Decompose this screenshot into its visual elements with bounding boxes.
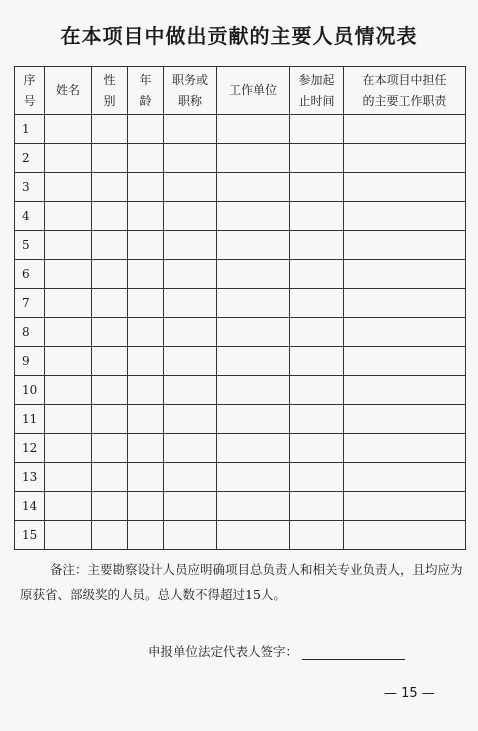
table-cell[interactable] [128,231,164,260]
row-number: 12 [15,434,45,463]
table-cell[interactable] [344,115,466,144]
table-cell[interactable] [128,376,164,405]
table-cell[interactable] [164,376,217,405]
table-cell[interactable] [290,376,344,405]
table-row [15,376,466,405]
table-cell[interactable] [217,521,290,550]
table-cell[interactable] [217,144,290,173]
column-header-line: 序 [23,72,36,87]
column-header [128,67,164,115]
row-number: 2 [15,144,45,173]
row-number: 5 [15,231,45,260]
table-cell[interactable] [344,434,466,463]
table-cell[interactable] [128,260,164,289]
table-cell[interactable] [217,376,290,405]
table-cell[interactable] [344,405,466,434]
row-number: 15 [15,521,45,550]
row-number: 3 [15,173,45,202]
table-cell[interactable] [92,521,128,550]
column-header [290,67,344,115]
table-row [15,318,466,347]
table-row [15,289,466,318]
column-header-line: 年 [139,72,152,87]
table-cell[interactable] [92,434,128,463]
column-header-line: 职称 [177,93,202,108]
row-number: 9 [15,347,45,376]
table-cell[interactable] [217,115,290,144]
table-cell[interactable] [128,144,164,173]
column-header-line: 工作单位 [228,83,277,97]
table-cell[interactable] [92,405,128,434]
table-cell[interactable] [344,318,466,347]
row-number: 4 [15,202,45,231]
table-cell[interactable] [344,144,466,173]
table-cell[interactable] [290,231,344,260]
table-row [15,405,466,434]
table-cell[interactable] [164,434,217,463]
column-header-line: 号 [23,93,36,108]
table-cell[interactable] [92,376,128,405]
table-cell[interactable] [92,115,128,144]
column-header [92,67,128,115]
table-cell[interactable] [45,260,92,289]
table-cell[interactable] [128,405,164,434]
table-cell[interactable] [344,231,466,260]
table-cell[interactable] [128,289,164,318]
row-number: 13 [15,463,45,492]
column-header-line: 职务或 [171,72,208,87]
table-row [15,463,466,492]
table-row [15,173,466,202]
column-header [45,67,92,115]
table-cell[interactable] [217,463,290,492]
table-cell[interactable] [344,376,466,405]
table-row [15,231,466,260]
table-body [15,115,466,550]
table-cell[interactable] [164,463,217,492]
table-cell[interactable] [92,260,128,289]
table-cell[interactable] [128,492,164,521]
table-cell[interactable] [344,260,466,289]
row-number: 1 [15,115,45,144]
row-number: 7 [15,289,45,318]
table-row [15,347,466,376]
table-cell[interactable] [92,173,128,202]
row-number: 6 [15,260,45,289]
table-cell[interactable] [45,144,92,173]
table-cell[interactable] [290,405,344,434]
table-cell[interactable] [217,231,290,260]
table-cell[interactable] [164,521,217,550]
table-cell[interactable] [217,318,290,347]
table-cell[interactable] [290,260,344,289]
table-cell[interactable] [164,115,217,144]
column-header-line: 龄 [139,93,152,108]
table-cell[interactable] [164,260,217,289]
table-row [15,144,466,173]
table-cell[interactable] [290,434,344,463]
table-row [15,521,466,550]
column-header-line: 别 [103,93,116,108]
column-header-line: 在本项目中担任 [362,72,447,87]
table-cell[interactable] [290,202,344,231]
table-cell[interactable] [290,492,344,521]
table-cell[interactable] [217,289,290,318]
page-number: — 15 — [384,686,435,701]
table-cell[interactable] [45,318,92,347]
column-header [344,67,466,115]
table-header-row [15,67,466,115]
table-cell[interactable] [92,144,128,173]
table-cell[interactable] [164,318,217,347]
table-cell[interactable] [45,173,92,202]
table-cell[interactable] [217,405,290,434]
table-cell[interactable] [128,463,164,492]
table-cell[interactable] [164,144,217,173]
row-number: 11 [15,405,45,434]
table-cell[interactable] [45,115,92,144]
table-cell[interactable] [290,173,344,202]
table-cell[interactable] [92,347,128,376]
table-cell[interactable] [290,463,344,492]
table-cell[interactable] [128,521,164,550]
table-cell[interactable] [290,521,344,550]
footnote: 备注：主要勘察设计人员应明确项目总负责人和相关专业负责人，且均应为原获省、部级奖的人员。总人数不得超过15人。 [20,562,463,602]
table-cell[interactable] [45,347,92,376]
table-cell[interactable] [344,521,466,550]
table-cell[interactable] [217,173,290,202]
table-cell[interactable] [92,289,128,318]
table-cell[interactable] [128,347,164,376]
column-header-line: 的主要工作职责 [362,93,447,108]
table-cell[interactable] [164,202,217,231]
table-cell[interactable] [217,347,290,376]
table-cell[interactable] [217,492,290,521]
table-cell[interactable] [92,492,128,521]
column-header-line: 姓名 [55,83,80,97]
column-header-line: 止时间 [298,93,335,108]
row-number: 10 [15,376,45,405]
signature-line[interactable] [302,645,405,660]
table-cell[interactable] [290,347,344,376]
table-cell[interactable] [45,434,92,463]
row-number: 14 [15,492,45,521]
table-cell[interactable] [164,173,217,202]
table-cell[interactable] [128,202,164,231]
table-cell[interactable] [290,115,344,144]
table-cell[interactable] [45,289,92,318]
personnel-table [14,66,466,550]
table-cell[interactable] [128,115,164,144]
table-cell[interactable] [128,173,164,202]
column-header [15,67,45,115]
table-cell[interactable] [45,202,92,231]
table-cell[interactable] [92,202,128,231]
table-cell[interactable] [344,289,466,318]
table-cell[interactable] [344,492,466,521]
table-cell[interactable] [344,347,466,376]
column-header [164,67,217,115]
table-cell[interactable] [344,202,466,231]
table-cell[interactable] [45,492,92,521]
table-row [15,434,466,463]
table-cell[interactable] [164,289,217,318]
table-row [15,260,466,289]
table-cell[interactable] [45,463,92,492]
table-cell[interactable] [92,318,128,347]
table-cell[interactable] [344,173,466,202]
table-cell[interactable] [290,144,344,173]
signature-field [148,642,405,660]
table-cell[interactable] [217,260,290,289]
table-row [15,115,466,144]
column-header [217,67,290,115]
table-cell[interactable] [217,202,290,231]
column-header-line: 参加起 [298,72,335,87]
column-header-line: 性 [103,72,116,87]
table-cell[interactable] [45,521,92,550]
table-row [15,202,466,231]
table-cell[interactable] [128,434,164,463]
table-cell[interactable] [92,463,128,492]
table-cell[interactable] [290,318,344,347]
table-cell[interactable] [164,347,217,376]
table-cell[interactable] [290,289,344,318]
page-title: 在本项目中做出贡献的主要人员情况表 [60,24,418,48]
table-cell[interactable] [164,405,217,434]
table-cell[interactable] [45,376,92,405]
table-cell[interactable] [92,231,128,260]
table-cell[interactable] [344,463,466,492]
table-cell[interactable] [164,231,217,260]
table-cell[interactable] [217,434,290,463]
table-row [15,492,466,521]
signature-label: 申报单位法定代表人签字： [148,644,299,659]
table-cell[interactable] [45,405,92,434]
table-cell[interactable] [164,492,217,521]
row-number: 8 [15,318,45,347]
table-cell[interactable] [128,318,164,347]
table-cell[interactable] [45,231,92,260]
